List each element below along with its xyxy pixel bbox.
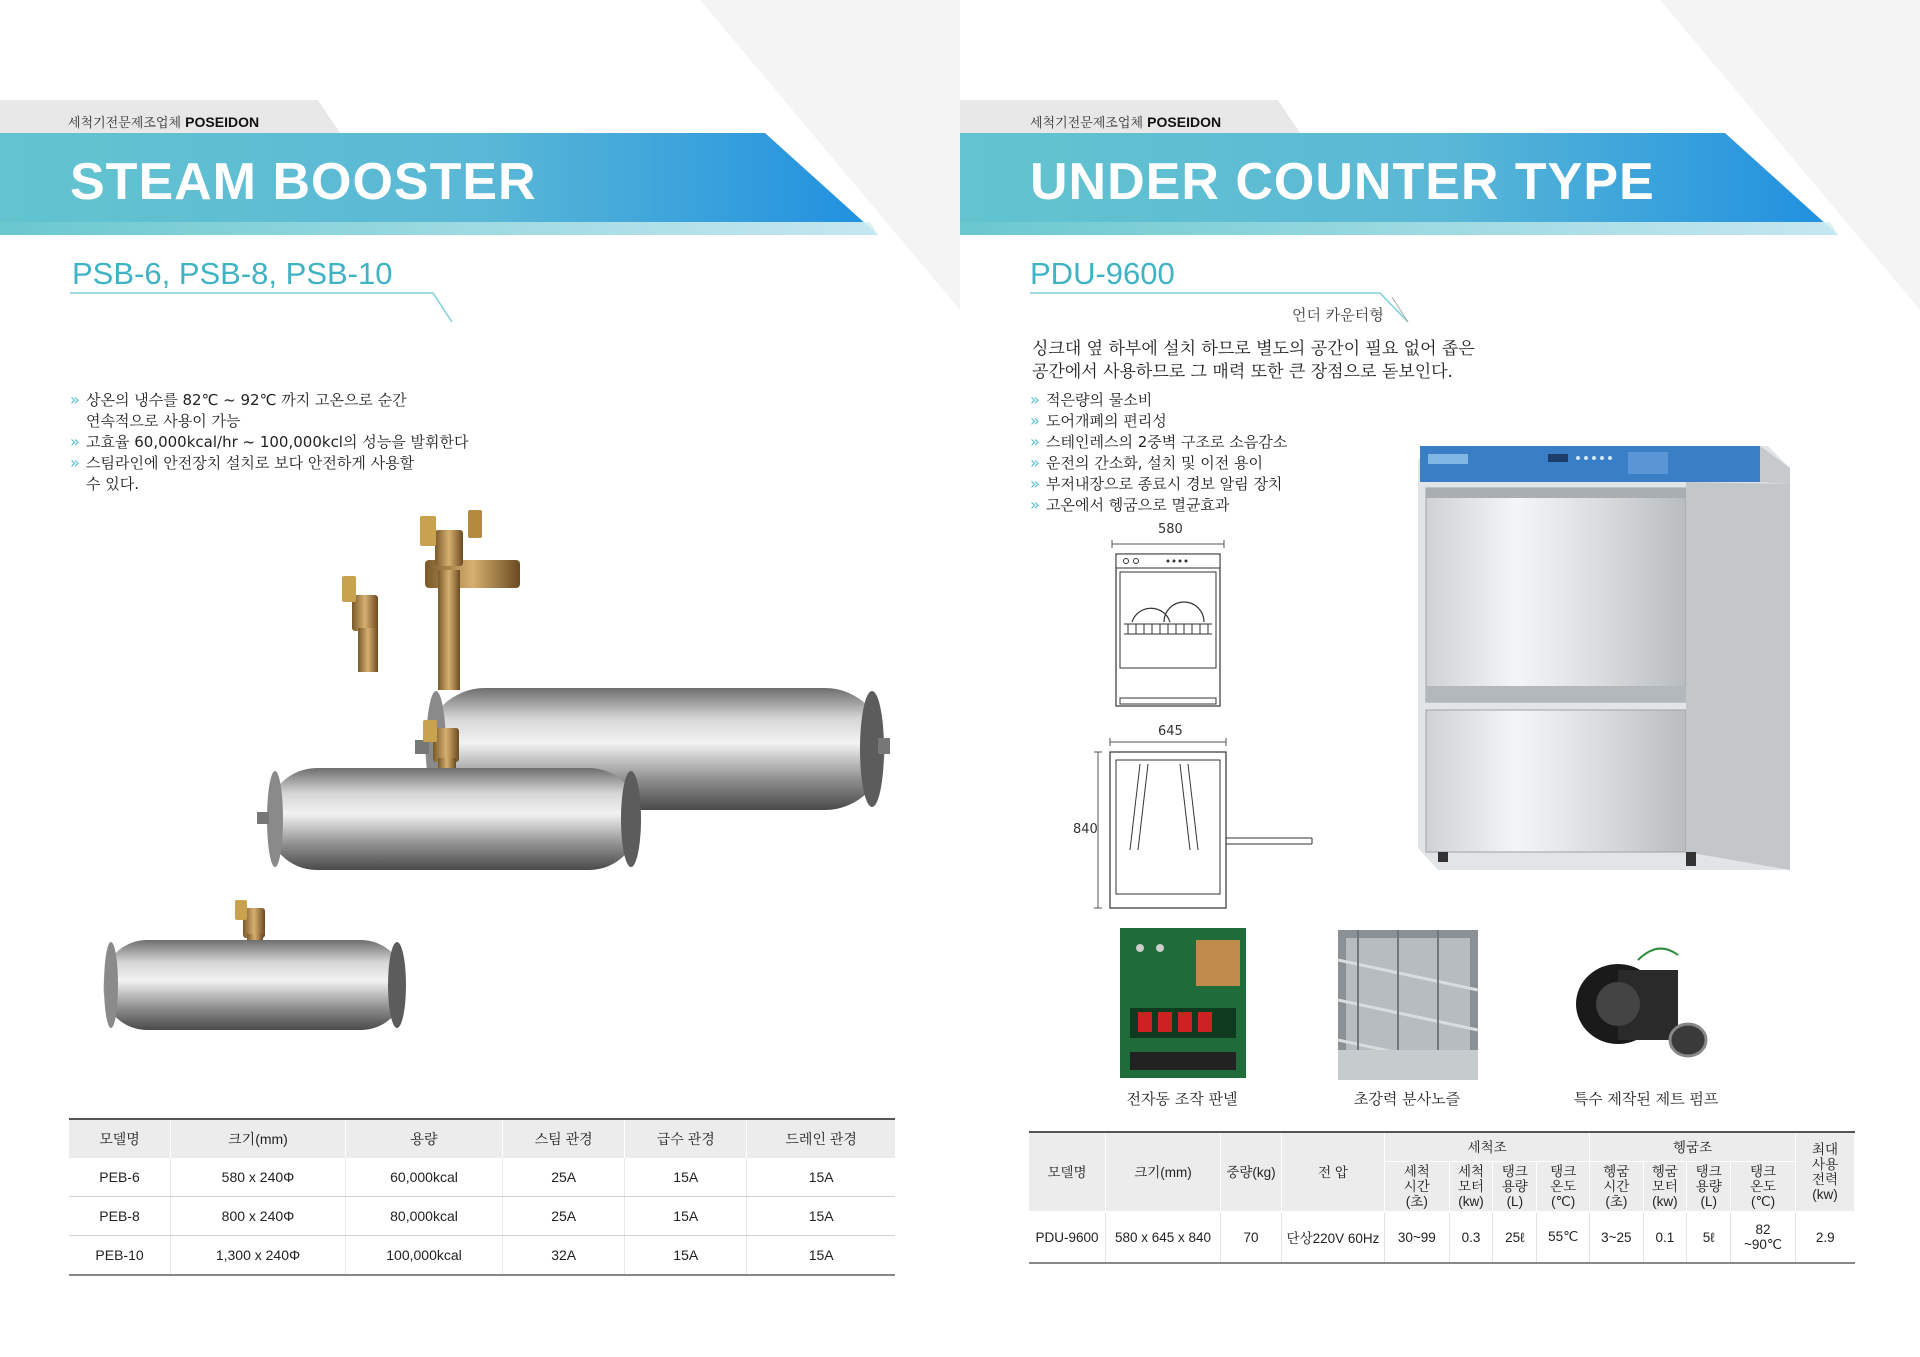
- table-cell: 30~99: [1385, 1212, 1450, 1264]
- lower-panel: [1426, 710, 1686, 852]
- column-header: 스팀 관경: [503, 1119, 625, 1158]
- dimension-width-label: 580: [1158, 522, 1183, 537]
- intro-line: 싱크대 옆 하부에 설치 하므로 별도의 공간이 필요 없어 좁은: [1032, 339, 1475, 359]
- column-subheader: 탱크 온도 (℃): [1537, 1162, 1590, 1212]
- product-subtitle: 언더 카운터형: [1292, 306, 1384, 324]
- brand-header-left: [68, 112, 259, 131]
- column-header: 드레인 관경: [747, 1119, 895, 1158]
- column-header: 최대 사용 전력 (kw): [1796, 1132, 1855, 1212]
- table-cell: 80,000kcal: [345, 1197, 502, 1236]
- column-subheader: 탱크 용량 (L): [1493, 1162, 1537, 1212]
- table-cell: PDU-9600: [1029, 1212, 1106, 1264]
- column-header: 모델명: [69, 1119, 171, 1158]
- column-header: 모델명: [1029, 1132, 1106, 1212]
- table-cell: 82 ~90℃: [1731, 1212, 1796, 1264]
- table-cell: PEB-10: [69, 1236, 171, 1276]
- caption-jet-pump: 특수 제작된 제트 펌프: [1573, 1090, 1719, 1108]
- feature-item: » 고온에서 헹굼으로 멸균효과: [1030, 495, 1390, 516]
- feature-item: » 스테인레스의 2중벽 구조로 소음감소: [1030, 432, 1390, 453]
- dimension-height-label: 840: [1073, 822, 1098, 837]
- tank-medium-image: [255, 720, 655, 880]
- jet-pump-photo: [1568, 940, 1718, 1070]
- table-cell: 15A: [747, 1236, 895, 1276]
- table-cell: 1,300 x 240Φ: [171, 1236, 346, 1276]
- table-cell: 5ℓ: [1687, 1212, 1731, 1264]
- table-header-row: [1029, 1132, 1855, 1162]
- column-group-header: 세척조: [1385, 1132, 1590, 1162]
- column-subheader: 헹굼 시간 (초): [1590, 1162, 1643, 1212]
- table-cell: 70: [1221, 1212, 1282, 1264]
- brand-header-right: [1030, 112, 1221, 131]
- brand-name: POSEIDON: [185, 114, 260, 130]
- table-row: [69, 1158, 895, 1197]
- table-cell: 800 x 240Φ: [171, 1197, 346, 1236]
- table-cell: 25A: [503, 1158, 625, 1197]
- table-cell: 15A: [625, 1158, 747, 1197]
- side-view-drawing: [1092, 738, 1316, 912]
- table-cell: 32A: [503, 1236, 625, 1276]
- brand-name: POSEIDON: [1147, 114, 1222, 130]
- tank-medium-image: [342, 576, 378, 672]
- intro-text: [1032, 338, 1492, 384]
- spray-nozzle-photo: [1338, 930, 1478, 1080]
- column-header: 전 압: [1282, 1132, 1385, 1212]
- column-header: 크기(mm): [1106, 1132, 1221, 1212]
- feature-item: » 상온의 냉수를 82℃ ~ 92℃ 까지 고온으로 순간: [70, 390, 510, 411]
- feature-item: » 적은량의 물소비: [1030, 390, 1390, 411]
- table-row: [69, 1197, 895, 1236]
- page-title: STEAM BOOSTER: [70, 153, 537, 211]
- steam-booster-spec-table: [69, 1118, 895, 1276]
- table-header-row: [69, 1119, 895, 1158]
- tank-small-image: [95, 900, 415, 1035]
- table-cell: 55℃: [1537, 1212, 1590, 1264]
- table-cell: PEB-8: [69, 1197, 171, 1236]
- dishwasher-spec-table: [1029, 1131, 1855, 1264]
- table-row: [1029, 1212, 1855, 1264]
- brand-prefix: 세척기전문제조업체: [68, 116, 182, 131]
- feature-list: [1030, 390, 1390, 516]
- table-cell: 3~25: [1590, 1212, 1643, 1264]
- table-cell: 2.9: [1796, 1212, 1855, 1264]
- control-panel: [1420, 446, 1760, 482]
- dishwasher-photo: [1418, 440, 1790, 900]
- feature-item: » 고효율 60,000kcal/hr ~ 100,000kcl의 성능을 발휘한다: [70, 432, 510, 453]
- front-view-drawing: [1106, 538, 1230, 712]
- dimension-depth-label: 645: [1158, 724, 1183, 739]
- column-group-header: 헹굼조: [1590, 1132, 1796, 1162]
- table-cell: 25ℓ: [1493, 1212, 1537, 1264]
- feature-list: [70, 390, 510, 495]
- feature-item-continuation: 연속적으로 사용이 가능: [86, 412, 241, 430]
- table-cell: 15A: [625, 1197, 747, 1236]
- column-subheader: 탱크 온도 (℃): [1731, 1162, 1796, 1212]
- caption-control-panel: 전자동 조작 판넬: [1126, 1090, 1238, 1108]
- column-header: 용량: [345, 1119, 502, 1158]
- column-subheader: 세척 시간 (초): [1385, 1162, 1450, 1212]
- brand-prefix: 세척기전문제조업체: [1030, 116, 1144, 131]
- column-subheader: 헹굼 모터 (kw): [1643, 1162, 1687, 1212]
- table-cell: 15A: [747, 1197, 895, 1236]
- page-title: UNDER COUNTER TYPE: [1030, 153, 1655, 211]
- table-cell: 0.1: [1643, 1212, 1687, 1264]
- table-cell: 580 x 645 x 840: [1106, 1212, 1221, 1264]
- column-header: 급수 관경: [625, 1119, 747, 1158]
- feature-item: » 부저내장으로 종료시 경보 알림 장치: [1030, 474, 1390, 495]
- column-subheader: 세척 모터 (kw): [1449, 1162, 1493, 1212]
- upper-door: [1426, 488, 1686, 702]
- feature-item: » 스팀라인에 안전장치 설치로 보다 안전하게 사용할: [70, 453, 510, 474]
- intro-line: 공간에서 사용하므로 그 매력 또한 큰 장점으로 돋보인다.: [1032, 362, 1453, 382]
- table-cell: 0.3: [1449, 1212, 1493, 1264]
- table-cell: 15A: [625, 1236, 747, 1276]
- control-panel-photo: [1120, 928, 1246, 1078]
- column-header: 중량(kg): [1221, 1132, 1282, 1212]
- table-cell: 60,000kcal: [345, 1158, 502, 1197]
- table-cell: 15A: [747, 1158, 895, 1197]
- feature-item: » 운전의 간소화, 설치 및 이전 용이: [1030, 453, 1390, 474]
- table-cell: 580 x 240Φ: [171, 1158, 346, 1197]
- feature-item: » 도어개폐의 편리성: [1030, 411, 1390, 432]
- column-header: 크기(mm): [171, 1119, 346, 1158]
- model-list: PSB-6, PSB-8, PSB-10: [72, 256, 393, 291]
- table-row: [69, 1236, 895, 1276]
- table-cell: PEB-6: [69, 1158, 171, 1197]
- caption-spray-nozzle: 초강력 분사노즐: [1353, 1090, 1461, 1108]
- table-cell: 25A: [503, 1197, 625, 1236]
- table-cell: 100,000kcal: [345, 1236, 502, 1276]
- column-subheader: 탱크 용량 (L): [1687, 1162, 1731, 1212]
- feature-item-continuation: 수 있다.: [86, 475, 140, 493]
- table-cell: 단상220V 60Hz: [1282, 1212, 1385, 1264]
- model-name: PDU-9600: [1030, 256, 1175, 291]
